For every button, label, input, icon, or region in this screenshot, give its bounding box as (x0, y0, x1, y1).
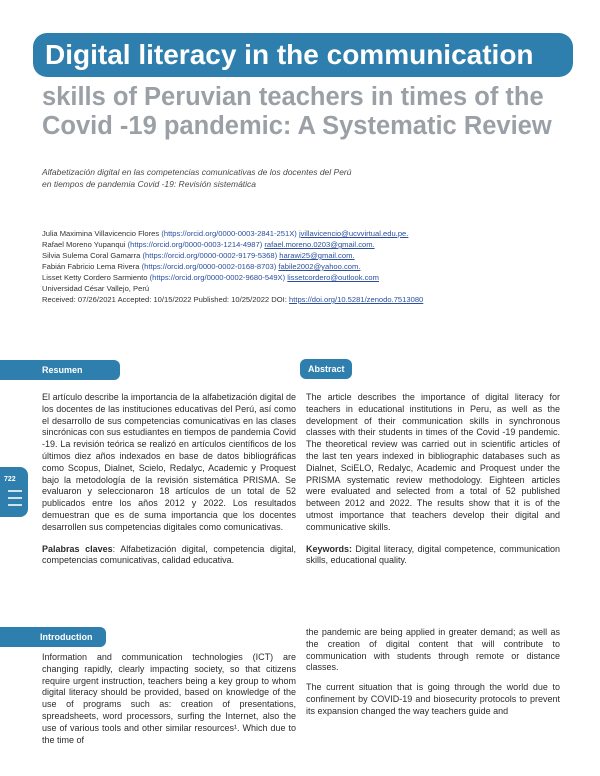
author-name: Rafael Moreno Yupanqui (42, 240, 126, 249)
abstract-body: The article describes the importance of digital literacy for teachers in educational institutions in Peru, as well as the development of their communication skills in synchronous classes with their students in times of the Covid -19 pandemic. The theoretical review was carried out in scientific articles of the last ten years indexed in bibliographic databases such as Dialnet, SciELO, Redalyc, Academic and Proquest under the PRISMA systematic review methodology. Eighteen articles were evaluated and selected from a total of 52 published between 2012 and 2022. The results show that it is of the utmost importance that teachers develop their digital and communicative skills. (306, 392, 560, 532)
introduction-heading (0, 627, 106, 647)
affiliation: Universidad César Vallejo, Perú (42, 284, 150, 293)
author-name: Fabián Fabricio Lema Rivera (42, 262, 140, 271)
resumen-heading-label: Resumen (42, 365, 83, 375)
resumen-section (42, 392, 296, 575)
orcid-link[interactable]: (https://orcid.org/0000-0002-9680-549X) (149, 273, 286, 282)
publication-dates (42, 294, 423, 305)
introduction-left-column (42, 652, 296, 754)
author-name: Silvia Sulema Coral Gamarra (42, 251, 141, 260)
orcid-link[interactable]: (https://orcid.org/0000-0003-2841-251X) (161, 229, 297, 238)
email-link[interactable]: fabile2002@yahoo.com. (278, 262, 361, 271)
author-line (42, 228, 423, 239)
author-list (42, 228, 423, 305)
resumen-keywords-text: : Alfabetización digital, competencia digital, competencias comunicativas, calidad educativa. (42, 543, 296, 566)
orcid-link[interactable]: (https://orcid.org/0000-0003-1214-4987) (127, 240, 263, 249)
introduction-paragraph: The current situation that is going through the world due to confinement by COVID-19 and biosecurity protocols to prevent its expansion changed the way teachers guide and (306, 682, 560, 716)
introduction-paragraph: Information and communication technologies (ICT) are changing rapidly, clearly impacting society, so that citizens require urgent instruction, teachers being a key group to whom digital literacy should be provided, based on knowledge of the use of programs such as: creation of presentations, spreadsheets, word processors, surfing the Internet, also the use of various tools and other similar resources¹. Which due to the time of (42, 652, 296, 745)
side-tab-line (8, 504, 22, 506)
author-line (42, 239, 423, 250)
email-link[interactable]: harawi25@gmail.com. (279, 251, 355, 260)
abstract-section (306, 392, 560, 575)
abstract-heading (300, 359, 352, 379)
author-line (42, 250, 423, 261)
resumen-keywords (42, 544, 296, 568)
side-tab-decoration (8, 490, 22, 511)
side-tab-line (8, 497, 22, 499)
introduction-heading-label: Introduction (40, 632, 93, 642)
title-banner (33, 33, 573, 77)
introduction-right-column (306, 627, 560, 726)
title-line-2: skills of Peruvian teachers in times of the (42, 83, 544, 111)
abstract-keywords (306, 544, 560, 568)
author-line (42, 261, 423, 272)
spanish-title (42, 166, 351, 190)
author-name: Julia Maximina Villavicencio Flores (42, 229, 160, 238)
abstract-keywords-text: Digital literacy, digital competence, communication skills, educational quality. (306, 543, 560, 566)
resumen-body: El artículo describe la importancia de la alfabetización digital de los docentes de las instituciones educativas del Perú, así como el desarrollo de sus competencias comunicativas en las clases sincrónicas con sus estudiantes en tiempos de pandemia Covid -19. La revisión teórica se realizó en artículos científicos de los últimos diez años indexados en base de datos bibliográficas como Scopus, Dialnet, Scielo, Redalyc, Academic y Proquest bajo la metodología de la revisión sistemática PRISMA. Se evaluaron y seleccionaron 18 artículos de un total de 52 publicados entre los años 2012 y 2022. Los resultados demuestran que es de suma importancia que los docentes desarrollen sus competencias digitales como comunicativas. (42, 392, 296, 532)
resumen-heading (0, 360, 120, 380)
title-line-1: Digital literacy in the communication (45, 39, 534, 70)
dates-text: Received: 07/26/2021 Accepted: 10/15/2022 Published: 10/25/2022 DOI: (42, 295, 287, 304)
abstract-heading-label: Abstract (308, 364, 345, 374)
email-link[interactable]: lissetcordero@outlook.com (287, 273, 379, 282)
side-tab-line (8, 490, 22, 492)
introduction-paragraph: the pandemic are being applied in greater demand; as well as the creation of digital content that will contribute to communication with students through remote or distance classes. (306, 627, 560, 673)
spanish-title-line-2: en tiempos de pandemia Covid -19: Revisión sistemática (42, 179, 257, 189)
email-link[interactable]: jvillavicencio@ucvvirtual.edu.pe. (298, 229, 409, 238)
resumen-keywords-label: Palabras claves (42, 543, 113, 554)
page-number: 722 (4, 476, 16, 483)
author-line (42, 272, 423, 283)
author-name: Lisset Ketty Cordero Sarmiento (42, 273, 148, 282)
abstract-keywords-label: Keywords: (306, 543, 353, 554)
title-line-3: Covid -19 pandemic: A Systematic Review (42, 112, 552, 140)
doi-link[interactable]: https://doi.org/10.5281/zenodo.7513080 (289, 295, 424, 304)
orcid-link[interactable]: (https://orcid.org/0000-0002-0168-8703) (141, 262, 277, 271)
orcid-link[interactable]: (https://orcid.org/0000-0002-9179-5368) (142, 251, 278, 260)
email-link[interactable]: rafael.moreno.0203@gmail.com. (264, 240, 375, 249)
spanish-title-line-1: Alfabetización digital en las competencias comunicativas de los docentes del Perú (42, 167, 352, 177)
